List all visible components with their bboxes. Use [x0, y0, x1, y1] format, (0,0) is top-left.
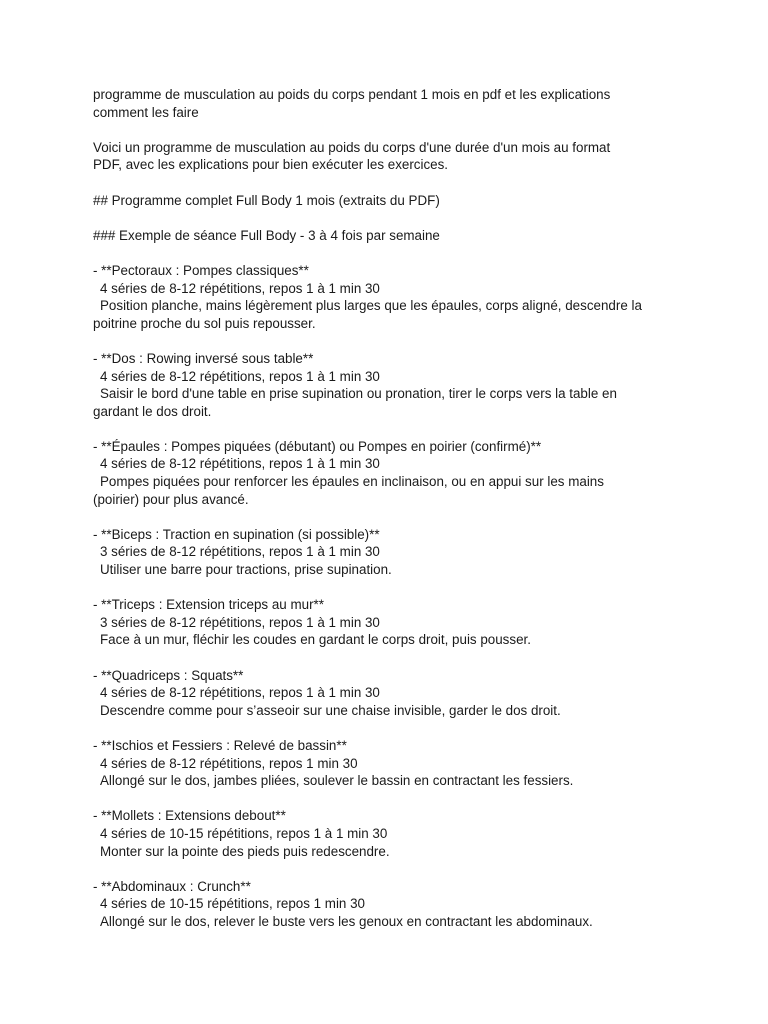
section-heading [93, 192, 728, 210]
title-line: comment les faire [93, 104, 199, 120]
exercise-name: - **Mollets : Extensions debout** [93, 808, 286, 824]
exercise-name: - **Dos : Rowing inversé sous table** [93, 350, 314, 366]
exercise-sets: 3 séries de 8-12 répétitions, repos 1 à 1 min 30 [100, 614, 380, 630]
exercise-sets: 4 séries de 8-12 répétitions, repos 1 min 30 [100, 755, 358, 771]
exercise-item [93, 878, 728, 931]
exercise-description: poitrine proche du sol puis repousser. [93, 315, 316, 331]
exercise-item [93, 262, 728, 332]
exercise-sets: 4 séries de 10-15 répétitions, repos 1 à 1 min 30 [100, 825, 388, 841]
exercise-sets: 4 séries de 8-12 répétitions, repos 1 à 1 min 30 [100, 456, 380, 472]
exercise-description: Descendre comme pour s’asseoir sur une chaise invisible, garder le dos droit. [100, 702, 561, 718]
exercise-sets: 3 séries de 8-12 répétitions, repos 1 à 1 min 30 [100, 544, 380, 560]
exercise-description: Utiliser une barre pour tractions, prise supination. [100, 562, 392, 578]
intro-paragraph [93, 139, 728, 174]
exercise-name: - **Triceps : Extension triceps au mur** [93, 597, 324, 613]
exercise-item [93, 596, 728, 649]
intro-line: Voici un programme de musculation au poids du corps d'une durée d'un mois au format [93, 139, 611, 155]
exercise-name: - **Quadriceps : Squats** [93, 667, 244, 683]
exercise-sets: 4 séries de 8-12 répétitions, repos 1 à 1 min 30 [100, 685, 380, 701]
exercise-description: Pompes piquées pour renforcer les épaules en inclinaison, ou en appui sur les mains [100, 474, 604, 490]
exercise-description: (poirier) pour plus avancé. [93, 491, 249, 507]
exercise-sets: 4 séries de 8-12 répétitions, repos 1 à 1 min 30 [100, 368, 380, 384]
subsection-heading [93, 227, 728, 245]
exercise-description: Allongé sur le dos, jambes pliées, soulever le bassin en contractant les fessiers. [100, 773, 574, 789]
exercise-name: - **Pectoraux : Pompes classiques** [93, 262, 309, 278]
exercise-name: - **Biceps : Traction en supination (si possible)** [93, 526, 380, 542]
exercise-description: Allongé sur le dos, relever le buste vers les genoux en contractant les abdominaux. [100, 913, 593, 929]
exercise-description: Face à un mur, fléchir les coudes en gardant le corps droit, puis pousser. [100, 632, 531, 648]
title-line: programme de musculation au poids du corps pendant 1 mois en pdf et les explications [93, 87, 611, 102]
document-title [93, 86, 728, 121]
subsection-heading-text: ### Exemple de séance Full Body - 3 à 4 fois par semaine [93, 227, 440, 243]
exercise-item [93, 807, 728, 860]
intro-line: PDF, avec les explications pour bien exécuter les exercices. [93, 157, 449, 173]
section-heading-text: ## Programme complet Full Body 1 mois (extraits du PDF) [93, 192, 440, 208]
exercise-item [93, 350, 728, 420]
exercise-sets: 4 séries de 8-12 répétitions, repos 1 à 1 min 30 [100, 280, 380, 296]
exercise-description: Position planche, mains légèrement plus larges que les épaules, corps aligné, descendre la [100, 298, 642, 314]
exercise-item [93, 737, 728, 790]
exercise-name: - **Abdominaux : Crunch** [93, 878, 251, 894]
exercise-description: Saisir le bord d'une table en prise supination ou pronation, tirer le corps vers la table en [100, 386, 617, 402]
exercise-item [93, 526, 728, 579]
exercise-description: Monter sur la pointe des pieds puis redescendre. [100, 843, 390, 859]
exercise-name: - **Épaules : Pompes piquées (débutant) ou Pompes en poirier (confirmé)** [93, 438, 542, 454]
exercise-item [93, 438, 728, 508]
exercise-description: gardant le dos droit. [93, 403, 212, 419]
exercise-sets: 4 séries de 10-15 répétitions, repos 1 min 30 [100, 896, 365, 912]
exercise-item [93, 667, 728, 720]
exercise-name: - **Ischios et Fessiers : Relevé de bassin** [93, 737, 347, 753]
